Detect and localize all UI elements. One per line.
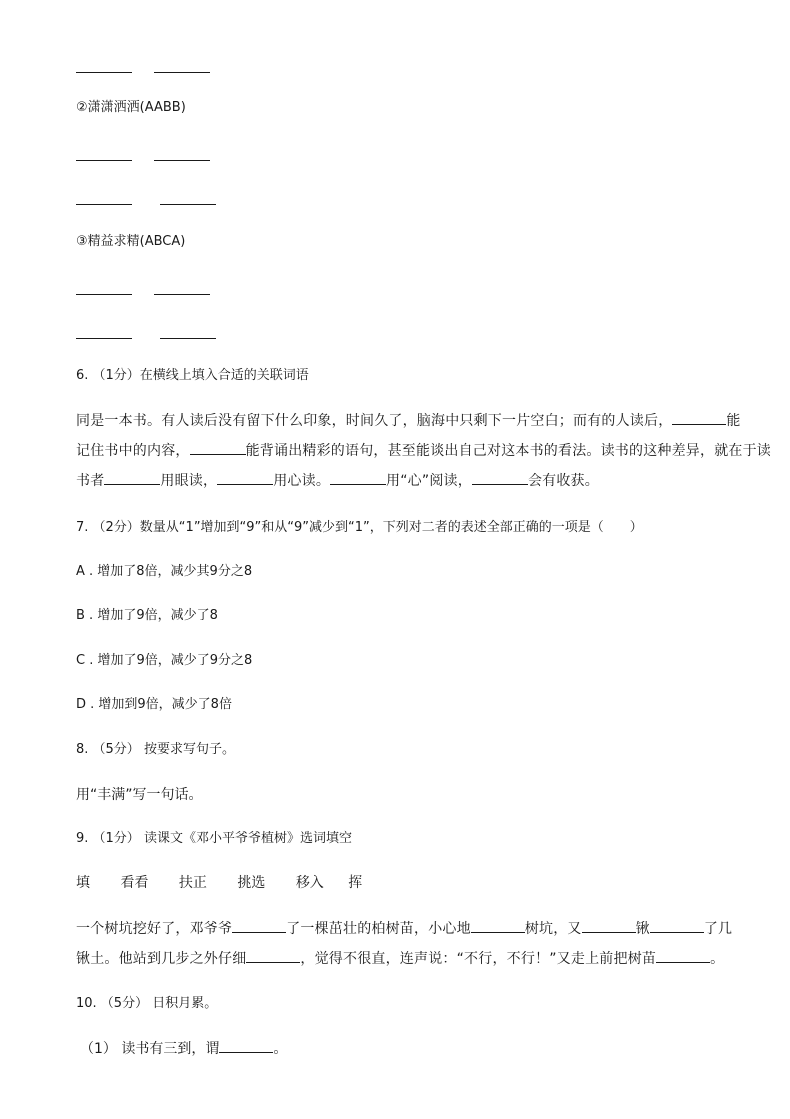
question-10-sub1: （1） 读书有三到，谓 。 <box>80 1038 287 1059</box>
answer-blank[interactable] <box>154 58 210 73</box>
word-bank <box>76 873 388 893</box>
answer-blank[interactable] <box>219 1038 273 1053</box>
question-8-prompt: 用“丰满”写一句话。 <box>76 787 203 803</box>
answer-blank-row <box>76 324 216 346</box>
word-bank-item: 扶正 <box>178 875 207 891</box>
option-a[interactable]: A . 增加了8倍，减少其9分之8 <box>76 564 253 579</box>
question-6-passage: 同是一本书。有人读后没有留下什么印象，时间久了，脑海中只剩下一片空白；而有的人读后， 能 记住书中的内容， 能背诵出精彩的语句，甚至能谈出自己对这本书的看法。读书的这种差异，就在于读 书者 用眼读， 用心读。 用“心”阅读， 会有收获。 <box>76 406 736 496</box>
option-c[interactable]: C . 增加了9倍，减少了9分之8 <box>76 653 253 668</box>
word-bank-item: 挑选 <box>237 875 266 891</box>
answer-blank[interactable] <box>672 410 726 425</box>
answer-blank[interactable] <box>190 440 246 455</box>
answer-blank[interactable] <box>650 918 704 933</box>
answer-blank-row <box>76 146 210 168</box>
word-bank-item: 看看 <box>120 875 149 891</box>
answer-blank[interactable] <box>160 190 216 205</box>
question-7-header: 7. （2分）数量从“1”增加到“9”和从“9”减少到“1”，下列对二者的表述全部正确的一项是（ ） <box>76 520 643 535</box>
option-b[interactable]: B . 增加了9倍，减少了8 <box>76 608 218 623</box>
question-9-passage: 一个树坑挖好了，邓爷爷 了一棵茁壮的柏树苗，小心地 树坑，又 锹 了几 锹土。他站到几步之外仔细 ，觉得不很直，连声说：“不行，不行！”又走上前把树苗 。 <box>76 914 736 974</box>
answer-blank[interactable] <box>104 470 160 485</box>
word-bank-item: 填 <box>76 875 90 891</box>
answer-blank-row <box>76 190 216 212</box>
answer-blank[interactable] <box>582 918 636 933</box>
answer-blank[interactable] <box>232 918 286 933</box>
answer-blank[interactable] <box>160 324 216 339</box>
answer-blank-row <box>76 280 210 302</box>
answer-blank[interactable] <box>154 280 210 295</box>
word-bank-item: 挥 <box>348 875 363 891</box>
answer-blank[interactable] <box>76 280 132 295</box>
answer-blank[interactable] <box>76 58 132 73</box>
option-d[interactable]: D . 增加到9倍，减少了8倍 <box>76 697 232 712</box>
answer-blank[interactable] <box>472 470 528 485</box>
word-bank-item: 移入 <box>295 875 324 891</box>
subitem-label: ③精益求精(ABCA) <box>76 234 186 249</box>
answer-blank[interactable] <box>330 470 386 485</box>
answer-blank[interactable] <box>217 470 273 485</box>
answer-blank[interactable] <box>76 190 132 205</box>
question-10-header: 10. （5分） 日积月累。 <box>76 996 218 1011</box>
answer-blank[interactable] <box>656 948 710 963</box>
question-9-header: 9. （1分） 读课文《邓小平爷爷植树》选词填空 <box>76 831 352 846</box>
answer-blank[interactable] <box>154 146 210 161</box>
answer-blank[interactable] <box>471 918 525 933</box>
question-6-header: 6. （1分）在横线上填入合适的关联词语 <box>76 368 309 383</box>
answer-blank[interactable] <box>76 146 132 161</box>
question-8-header: 8. （5分） 按要求写句子。 <box>76 742 235 757</box>
answer-blank[interactable] <box>246 948 300 963</box>
answer-blank[interactable] <box>76 324 132 339</box>
answer-blank-row <box>76 58 210 80</box>
subitem-label: ②潇潇洒洒(AABB) <box>76 100 186 115</box>
